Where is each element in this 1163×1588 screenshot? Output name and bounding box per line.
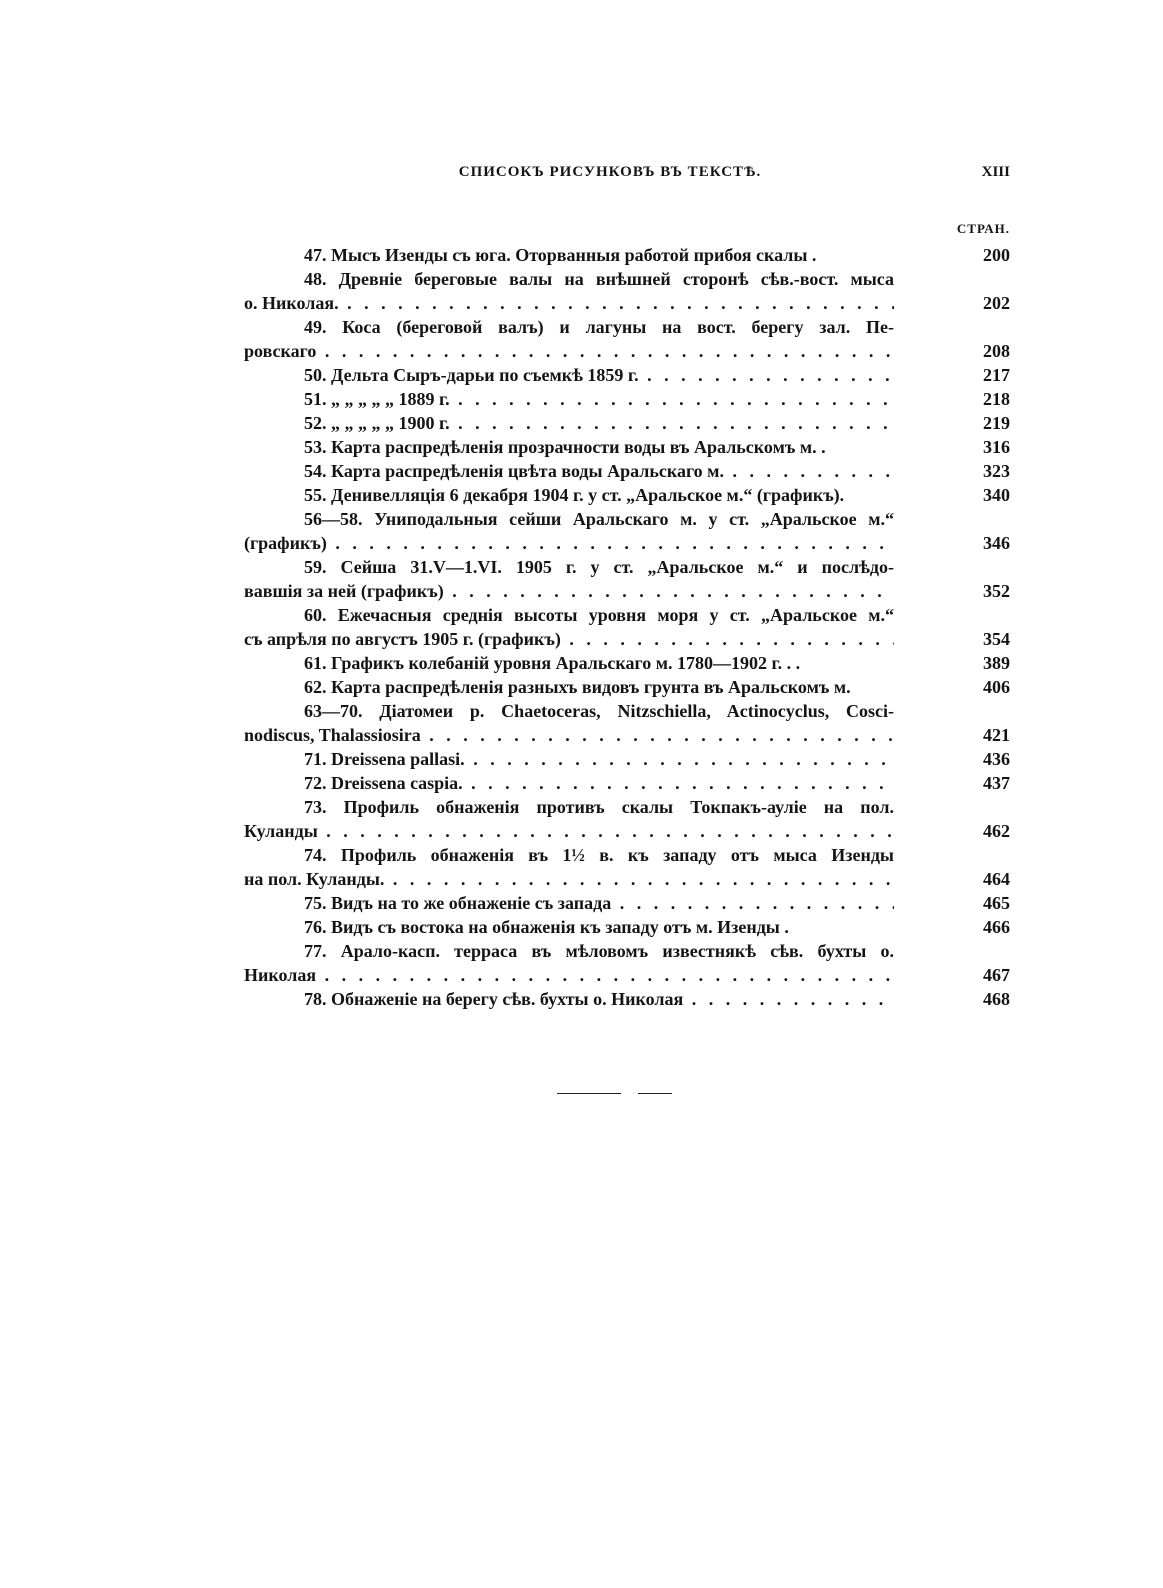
list-item (244, 267, 1010, 291)
entry-page: 465 (983, 893, 1010, 913)
entry-text: 78. Обнаженіе на берегу сѣв. бухты о. Николая . . . (244, 987, 894, 1011)
entry-text: (графикъ) . . . (244, 531, 894, 555)
list-item (244, 771, 1010, 795)
list-item (244, 603, 1010, 627)
entry-text: Куланды . . . (244, 819, 894, 843)
entry-page: 389 (983, 653, 1010, 673)
entry-page: 340 (983, 485, 1010, 505)
entry-text: 61. Графикъ колебаній уровня Аральскаго м. 1780—1902 г. . . (304, 653, 801, 673)
entry-page: 436 (983, 749, 1010, 769)
entry-page: 323 (983, 461, 1010, 481)
list-item (244, 867, 1010, 891)
entry-text: 49. Коса (береговой валъ) и лагуны на вост. берегу зал. Пе- (304, 317, 894, 337)
entry-page: 346 (983, 533, 1010, 553)
entry-page: 468 (983, 989, 1010, 1009)
list-item (244, 555, 1010, 579)
entry-text: Николая . . . (244, 963, 894, 987)
entry-page: 208 (983, 341, 1010, 361)
list-item (244, 819, 1010, 843)
entry-page: 217 (983, 365, 1010, 385)
entry-page: 218 (983, 389, 1010, 409)
entry-text: 53. Карта распредѣленія прозрачности воды въ Аральскомъ м. . (304, 437, 826, 457)
entry-text: 63—70. Діатомеи р. Chaetoceras, Nitzschiella, Actinocyclus, Cosci- (304, 701, 894, 721)
list-item (244, 699, 1010, 723)
list-item (244, 435, 1010, 459)
list-item (244, 531, 1010, 555)
list-item (244, 363, 1010, 387)
list-item (244, 651, 1010, 675)
entry-text: 75. Видъ на то же обнаженіе съ запада . . . (244, 891, 894, 915)
list-item (244, 483, 1010, 507)
entry-text: на пол. Куланды. . . . (244, 867, 894, 891)
list-item (244, 459, 1010, 483)
list-item (244, 507, 1010, 531)
entry-page: 219 (983, 413, 1010, 433)
running-title: СПИСОКЪ РИСУНКОВЪ ВЪ ТЕКСТѢ. (458, 164, 762, 180)
list-item (244, 411, 1010, 435)
entry-page: 467 (983, 965, 1010, 985)
entry-page: 466 (983, 917, 1010, 937)
list-item (244, 243, 1010, 267)
entry-text: 54. Карта распредѣленія цвѣта воды Аральскаго м. . . . (244, 459, 894, 483)
list-item (244, 723, 1010, 747)
entry-text: 55. Денивелляція 6 декабря 1904 г. у ст. „Аральское м.“ (графикъ). (304, 485, 845, 505)
list-item (244, 579, 1010, 603)
entry-page: 421 (983, 725, 1010, 745)
entry-text: 51. „ „ „ „ „ 1889 г. . . . (244, 387, 894, 411)
end-rule-left (557, 1093, 621, 1094)
entry-text: 62. Карта распредѣленія разныхъ видовъ грунта въ Аральскомъ м. (304, 677, 851, 697)
entry-page: 464 (983, 869, 1010, 889)
list-item (244, 315, 1010, 339)
entry-text: 72. Dreissena caspia. . . . (244, 771, 894, 795)
entry-page: 437 (983, 773, 1010, 793)
list-item (244, 891, 1010, 915)
entry-text: съ апрѣля по августъ 1905 г. (графикъ) . . . (244, 627, 894, 651)
entry-page: 354 (983, 629, 1010, 649)
list-item (244, 963, 1010, 987)
list-item (244, 627, 1010, 651)
list-item (244, 747, 1010, 771)
page-number: XIII (981, 164, 1010, 180)
entry-page: 316 (983, 437, 1010, 457)
entry-text: 48. Древніе береговые валы на внѣшней сторонѣ сѣв.-вост. мыса (304, 269, 894, 289)
entry-text: 50. Дельта Сыръ-дарьи по съемкѣ 1859 г. . . . (244, 363, 894, 387)
entry-text: 47. Мысъ Изенды съ юга. Оторванныя работой прибоя скалы . (304, 245, 817, 265)
list-item (244, 795, 1010, 819)
entry-page: 352 (983, 581, 1010, 601)
entry-text: о. Николая. . . . (244, 291, 894, 315)
entry-text: 71. Dreissena pallasi. . . . (244, 747, 894, 771)
list-item (244, 843, 1010, 867)
entry-text: вавшія за ней (графикъ) . . . (244, 579, 894, 603)
entry-text: 73. Профиль обнаженія противъ скалы Токпакъ-ауліе на пол. (304, 797, 894, 817)
list-item (244, 987, 1010, 1011)
entry-text: 56—58. Униподальныя сейши Аральскаго м. у ст. „Аральское м.“ (304, 509, 894, 529)
entry-page: 202 (983, 293, 1010, 313)
entry-text: ровскаго . . . (244, 339, 894, 363)
entry-page: 406 (983, 677, 1010, 697)
entry-text: 60. Ежечасныя среднія высоты уровня моря у ст. „Аральское м.“ (304, 605, 894, 625)
entry-text: 76. Видъ съ востока на обнаженія къ западу отъ м. Изенды . (304, 917, 789, 937)
entry-text: nodiscus, Thalassiosira . . . (244, 723, 894, 747)
entry-text: 77. Арало-касп. терраса въ мѣловомъ известнякѣ сѣв. бухты о. (304, 941, 894, 961)
entry-text: 52. „ „ „ „ „ 1900 г. . . . (244, 411, 894, 435)
entry-text: 59. Сейша 31.V—1.VI. 1905 г. у ст. „Аральское м.“ и послѣдо- (304, 557, 894, 577)
end-rule-right (638, 1093, 672, 1094)
figure-list (244, 243, 1010, 1011)
page-column-header: СТРАН. (956, 221, 1010, 236)
list-item (244, 915, 1010, 939)
list-item (244, 387, 1010, 411)
entry-page: 200 (983, 245, 1010, 265)
list-item (244, 339, 1010, 363)
list-item (244, 675, 1010, 699)
entry-text: 74. Профиль обнаженія въ 1½ в. къ западу отъ мыса Изенды (304, 845, 894, 865)
list-item (244, 291, 1010, 315)
entry-page: 462 (983, 821, 1010, 841)
list-item (244, 939, 1010, 963)
